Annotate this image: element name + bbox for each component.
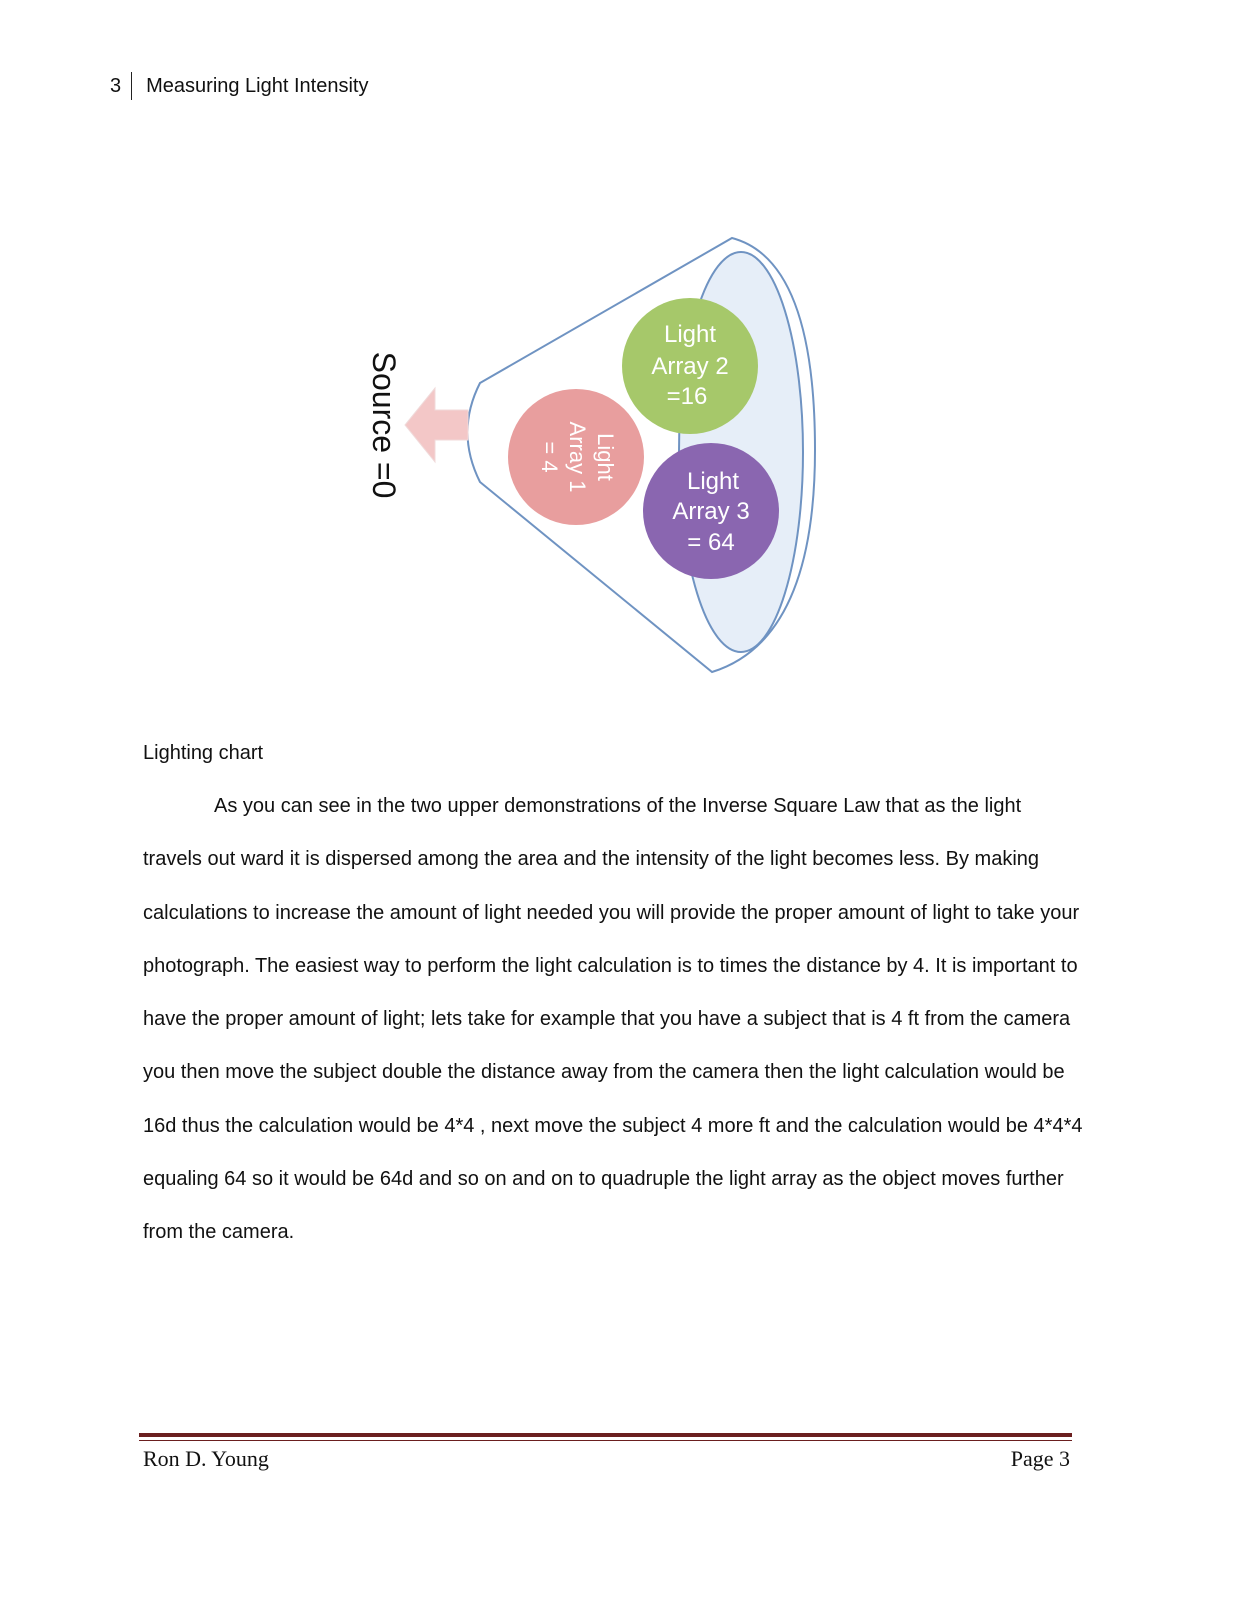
lighting-diagram <box>330 220 850 690</box>
array2-label-line3: =16 <box>666 383 708 410</box>
body-paragraph: As you can see in the two upper demonstrations of the Inverse Square Law that as the light travels out ward it is dispersed among the area and the intensity of the light becomes less. By making calculations to increase the amount of light needed you will provide the proper amount of light to take your photograph. The easiest way to perform the light calculation is to times the distance by 4. It is important to have the proper amount of light; lets take for example that you have a subject that is 4 ft from the camera you then move the subject double the distance away from the camera then the light calculation would be 16d thus the calculation would be 4*4 , next move the subject 4 more ft and the calculation would be 4*4*4 equaling 64 so it would be 64d and so on and on to quadruple the light array as the object moves further from the camera. <box>143 795 1083 1244</box>
source-label: Source =0 <box>366 351 402 499</box>
array3-label-line1: Light <box>686 468 740 495</box>
footer-rule-thin <box>139 1440 1072 1441</box>
footer-rule <box>139 1433 1072 1437</box>
array3-label-line3: = 64 <box>687 529 735 556</box>
page-header <box>110 72 368 100</box>
array1-label-line2: Array 1 <box>565 421 590 493</box>
array3-label-line2: Array 3 <box>672 498 750 525</box>
footer-author: Ron D. Young <box>143 1446 269 1471</box>
header-title: Measuring Light Intensity <box>146 75 369 97</box>
array1-label-line1: Light <box>593 433 618 481</box>
array2-label-line2: Array 2 <box>651 353 729 380</box>
array2-label-line1: Light <box>663 321 717 348</box>
header-page-number: 3 <box>110 72 132 100</box>
footer-page-label: Page 3 <box>1010 1446 1070 1471</box>
body-paragraph-block <box>143 780 1083 1260</box>
diagram-caption: Lighting chart <box>143 742 264 764</box>
array1-label-line3: = 4 <box>537 441 562 473</box>
direction-arrow <box>405 388 468 462</box>
